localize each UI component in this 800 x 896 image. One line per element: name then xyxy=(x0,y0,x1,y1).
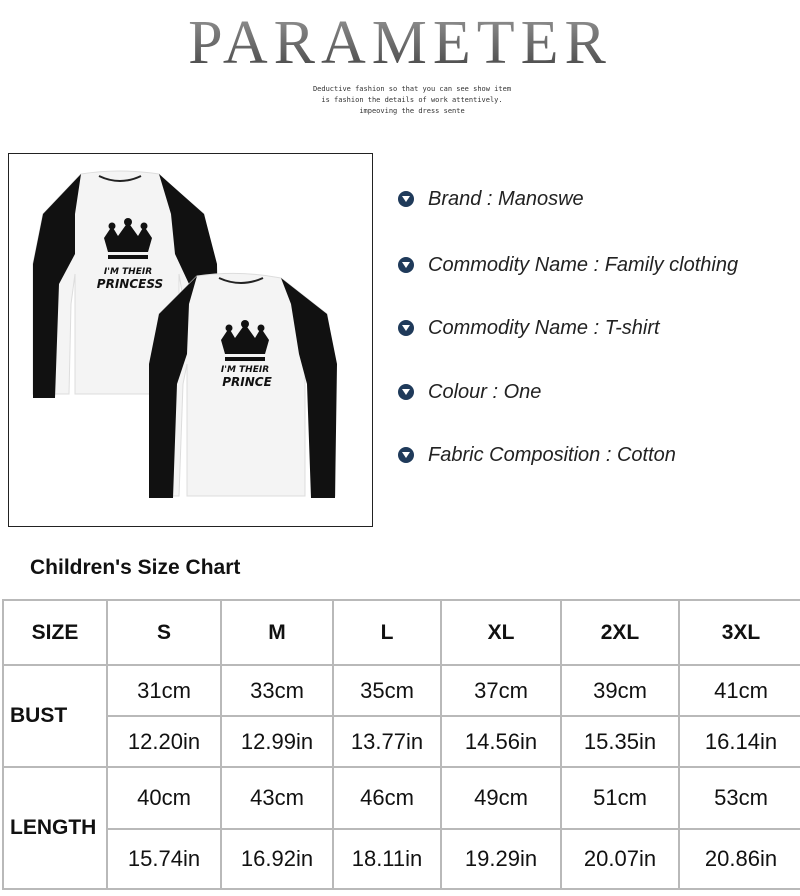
table-cell: 16.92in xyxy=(221,829,333,889)
table-cell: 43cm xyxy=(221,767,333,829)
header-size: XL xyxy=(441,600,561,665)
table-row xyxy=(3,829,800,889)
table-cell: 46cm xyxy=(333,767,441,829)
prince-shirt xyxy=(149,273,337,498)
table-cell: 35cm xyxy=(333,665,441,716)
table-row xyxy=(3,665,800,716)
spec-colour xyxy=(398,377,541,407)
table-cell: 51cm xyxy=(561,767,679,829)
product-photo xyxy=(8,153,373,527)
table-row xyxy=(3,716,800,767)
header-size: 3XL xyxy=(679,600,800,665)
subtitle-line: impeoving the dress sente xyxy=(359,107,465,115)
shirts-illustration xyxy=(9,154,372,526)
row-label-length: LENGTH xyxy=(3,767,107,889)
chevron-down-icon xyxy=(398,384,414,400)
subtitle-line: is fashion the details of work attentively. xyxy=(321,96,503,104)
header-size: L xyxy=(333,600,441,665)
table-cell: 20.07in xyxy=(561,829,679,889)
spec-label: Fabric Composition : Cotton xyxy=(428,443,676,466)
table-cell: 15.35in xyxy=(561,716,679,767)
table-cell: 15.74in xyxy=(107,829,221,889)
chevron-down-icon xyxy=(398,257,414,273)
table-cell: 16.14in xyxy=(679,716,800,767)
table-cell: 19.29in xyxy=(441,829,561,889)
spec-commodity-type xyxy=(398,313,660,343)
princess-text-line1: I'M THEIR xyxy=(103,267,153,277)
table-cell: 37cm xyxy=(441,665,561,716)
table-cell: 49cm xyxy=(441,767,561,829)
spec-label: Commodity Name : Family clothing xyxy=(428,253,739,276)
princess-text-line2: PRINCESS xyxy=(96,277,164,291)
header-size: M xyxy=(221,600,333,665)
spec-label: Commodity Name : T-shirt xyxy=(428,316,660,339)
page-subtitle xyxy=(0,84,800,117)
table-cell: 14.56in xyxy=(441,716,561,767)
spec-label: Brand : Manoswe xyxy=(428,187,584,210)
size-chart-title: Children's Size Chart xyxy=(30,556,241,579)
prince-text-line2: PRINCE xyxy=(222,375,272,389)
row-label-bust: BUST xyxy=(3,665,107,767)
header-size: S xyxy=(107,600,221,665)
spec-brand xyxy=(398,184,584,214)
chevron-down-icon xyxy=(398,320,414,336)
subtitle-line: Deductive fashion so that you can see show item xyxy=(312,85,512,93)
header-size-label: SIZE xyxy=(3,600,107,665)
table-cell: 18.11in xyxy=(333,829,441,889)
table-cell: 33cm xyxy=(221,665,333,716)
table-cell: 12.99in xyxy=(221,716,333,767)
prince-text-line1: I'M THEIR xyxy=(220,365,270,375)
chevron-down-icon xyxy=(398,447,414,463)
table-cell: 31cm xyxy=(107,665,221,716)
header-size: 2XL xyxy=(561,600,679,665)
spec-fabric xyxy=(398,440,676,470)
spec-commodity-name xyxy=(398,250,738,280)
size-chart-table xyxy=(2,599,800,890)
chevron-down-icon xyxy=(398,191,414,207)
table-cell: 12.20in xyxy=(107,716,221,767)
spec-label: Colour : One xyxy=(428,380,542,403)
table-cell: 41cm xyxy=(679,665,800,716)
table-cell: 20.86in xyxy=(679,829,800,889)
table-cell: 39cm xyxy=(561,665,679,716)
table-row xyxy=(3,767,800,829)
table-cell: 53cm xyxy=(679,767,800,829)
page-title: PARAMETER xyxy=(0,8,800,79)
table-cell: 40cm xyxy=(107,767,221,829)
table-cell: 13.77in xyxy=(333,716,441,767)
table-header-row xyxy=(3,600,800,665)
